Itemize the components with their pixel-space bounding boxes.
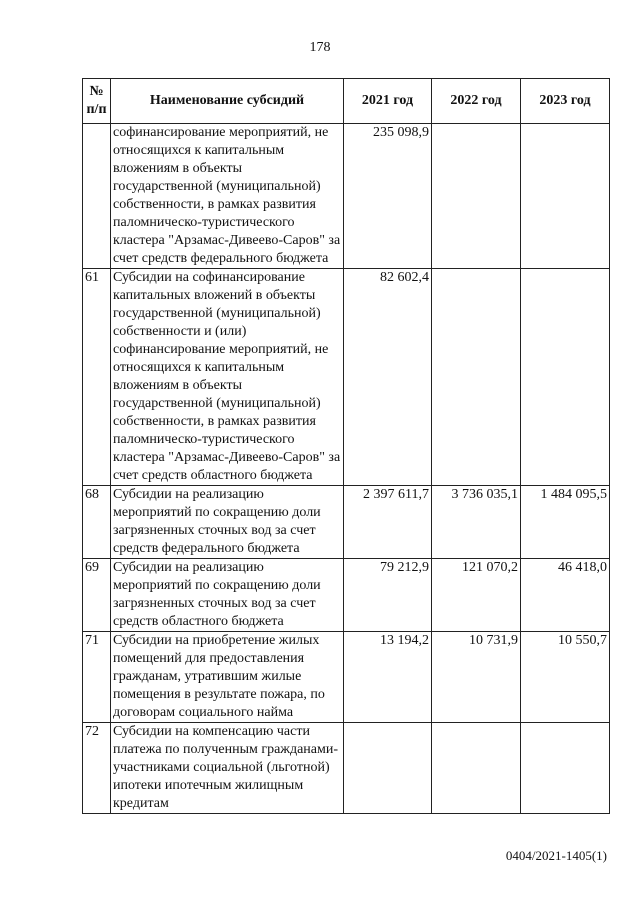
subsidies-table [82,78,610,814]
header-2022: 2022 год [432,79,521,124]
row-value-2022 [432,723,521,814]
row-subsidy-name: софинансирование мероприятий, не относящихся к капитальным вложениям в объекты государственной (муниципальной) собственности, в рамках развития паломническо-туристического кластера "Арзамас-Дивеево-Саров" за счет средств федерального бюджета [111,124,344,269]
table-row [83,723,610,814]
table-row [83,486,610,559]
row-number: 72 [83,723,111,814]
row-value-2021: 82 602,4 [344,269,432,486]
row-value-2021: 235 098,9 [344,124,432,269]
row-subsidy-name: Субсидии на реализацию мероприятий по сокращению доли загрязненных сточных вод за счет средств областного бюджета [111,559,344,632]
row-value-2021: 2 397 611,7 [344,486,432,559]
table-row [83,632,610,723]
row-value-2021 [344,723,432,814]
document-code: 0404/2021-1405(1) [505,848,607,863]
header-2021: 2021 год [344,79,432,124]
header-name: Наименование субсидий [111,79,344,124]
row-value-2023: 10 550,7 [521,632,610,723]
row-value-2021: 79 212,9 [344,559,432,632]
header-2023: 2023 год [521,79,610,124]
row-value-2023 [521,723,610,814]
row-value-2023: 46 418,0 [521,559,610,632]
row-value-2023 [521,124,610,269]
row-number: 61 [83,269,111,486]
header-number: № п/п [83,79,111,124]
table-row [83,269,610,486]
row-value-2022 [432,269,521,486]
row-subsidy-name: Субсидии на приобретение жилых помещений для предоставления гражданам, утратившим жилые помещения в результате пожара, по договорам социального найма [111,632,344,723]
table-row [83,124,610,269]
row-value-2022: 3 736 035,1 [432,486,521,559]
table-row [83,559,610,632]
row-value-2023: 1 484 095,5 [521,486,610,559]
row-number: 69 [83,559,111,632]
row-value-2021: 13 194,2 [344,632,432,723]
row-value-2023 [521,269,610,486]
row-subsidy-name: Субсидии на реализацию мероприятий по сокращению доли загрязненных сточных вод за счет средств федерального бюджета [111,486,344,559]
row-value-2022: 10 731,9 [432,632,521,723]
row-value-2022 [432,124,521,269]
row-value-2022: 121 070,2 [432,559,521,632]
page-number: 178 [309,40,331,55]
row-number: 68 [83,486,111,559]
row-subsidy-name: Субсидии на софинансирование капитальных вложений в объекты государственной (муниципальной) собственности и (или) софинансирование мероприятий, не относящихся к капитальным вложениям в объекты государственной (муниципальной) собственности, в рамках развития паломническо-туристического кластера "Арзамас-Дивеево-Саров" за счет средств областного бюджета [111,269,344,486]
row-subsidy-name: Субсидии на компенсацию части платежа по полученным гражданами-участниками социальной (льготной) ипотеки ипотечным жилищным кредитам [111,723,344,814]
row-number [83,124,111,269]
row-number: 71 [83,632,111,723]
table-header-row [83,79,610,124]
